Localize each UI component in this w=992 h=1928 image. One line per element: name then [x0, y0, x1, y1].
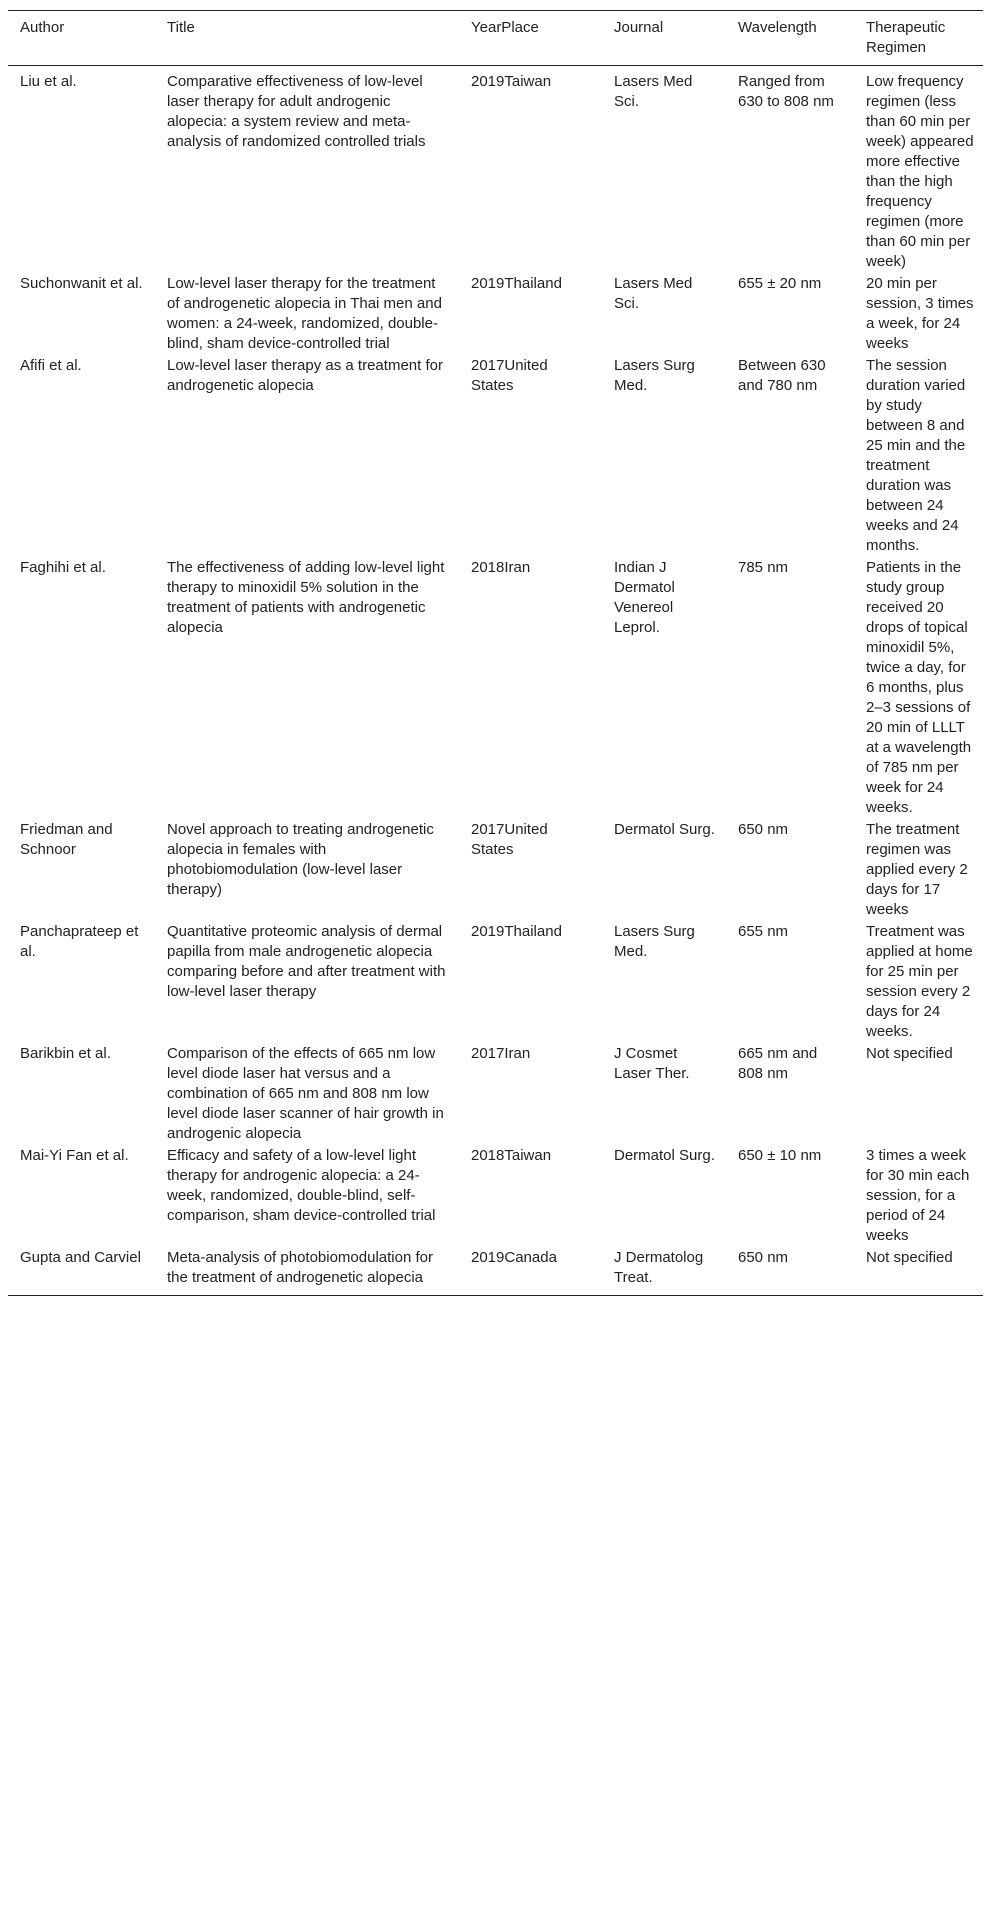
cell-year-place: 2017United States	[471, 821, 548, 858]
cell-year-place: 2019Taiwan	[471, 73, 552, 90]
cell-year-place: 2018Iran	[471, 559, 531, 576]
cell-wavelength: Ranged from 630 to 808 nm	[738, 73, 834, 110]
table-row	[8, 273, 983, 355]
cell-wavelength: 650 ± 10 nm	[738, 1147, 822, 1164]
table-row	[8, 66, 983, 274]
cell-title: Efficacy and safety of a low-level light therapy for androgenic alopecia: a 24-week, randomized, double-blind, self-comparison, sham device-controlled trial	[167, 1147, 436, 1224]
cell-journal: J Dermatolog Treat.	[602, 1247, 726, 1296]
cell-wavelength: 785 nm	[738, 559, 789, 576]
cell-journal: Lasers Surg Med.	[614, 357, 695, 394]
table-header	[8, 11, 983, 66]
header-row	[8, 11, 983, 66]
header-title: Title	[155, 11, 459, 66]
cell-journal: Indian J Dermatol Venereol Leprol.	[614, 559, 675, 636]
table-row	[8, 1145, 983, 1247]
cell-year-place: 2017United States	[471, 357, 548, 394]
cell-journal: Lasers Med Sci.	[614, 275, 693, 312]
cell-regimen: Not specified	[866, 1045, 953, 1062]
cell-regimen: The treatment regimen was applied every 2 days for 17 weeks	[866, 821, 968, 918]
table-row	[8, 819, 983, 921]
cell-author: Suchonwanit et al.	[20, 275, 143, 292]
cell-title: Comparison of the effects of 665 nm low level diode laser hat versus and a combination of 665 nm and 808 nm low level diode laser scanner of hair growth in androgenic alopecia	[167, 1045, 444, 1142]
cell-regimen: 20 min per session, 3 times a week, for 24 weeks	[866, 275, 974, 352]
cell-author: Liu et al.	[20, 73, 77, 90]
cell-author: Friedman and Schnoor	[20, 821, 113, 858]
cell-year-place: 2019Thailand	[471, 275, 562, 292]
cell-wavelength: 650 nm	[726, 1247, 854, 1296]
cell-journal: J Cosmet Laser Ther.	[614, 1045, 690, 1082]
cell-author: Faghihi et al.	[20, 559, 106, 576]
cell-regimen: The session duration varied by study between 8 and 25 min and the treatment duration was between 24 weeks and 24 months.	[866, 357, 966, 554]
cell-regimen: Low frequency regimen (less than 60 min per week) appeared more effective than the high frequency regimen (more than 60 min per week)	[866, 73, 974, 270]
cell-journal: Dermatol Surg.	[614, 1147, 715, 1164]
cell-regimen: Not specified	[854, 1247, 983, 1296]
cell-wavelength: 665 nm and 808 nm	[738, 1045, 818, 1082]
cell-regimen: 3 times a week for 30 min each session, for a period of 24 weeks	[866, 1147, 970, 1244]
cell-regimen: Patients in the study group received 20 drops of topical minoxidil 5%, twice a day, for 6 months, plus 2–3 sessions of 20 min of LLLT at a wavelength of 785 nm per week for 24 weeks.	[866, 559, 972, 816]
cell-wavelength: 650 nm	[738, 821, 789, 838]
table-row	[8, 1043, 983, 1145]
cell-regimen: Treatment was applied at home for 25 min per session every 2 days for 24 weeks.	[866, 923, 973, 1040]
table-row	[8, 1247, 983, 1296]
cell-wavelength: Between 630 and 780 nm	[738, 357, 826, 394]
cell-year-place: 2017Iran	[471, 1045, 531, 1062]
cell-year-place: 2019Canada	[459, 1247, 602, 1296]
header-year-place: YearPlace	[459, 11, 602, 66]
table-row	[8, 921, 983, 1043]
cell-author: Mai-Yi Fan et al.	[20, 1147, 129, 1164]
cell-journal: Lasers Med Sci.	[614, 73, 693, 110]
cell-year-place: 2018Taiwan	[471, 1147, 552, 1164]
studies-table-container	[8, 10, 983, 1296]
header-wavelength: Wavelength	[726, 11, 854, 66]
cell-title: The effectiveness of adding low-level light therapy to minoxidil 5% solution in the treatment of patients with androgenetic alopecia	[167, 559, 445, 636]
header-therapeutic-regimen: Therapeutic Regimen	[854, 11, 983, 66]
table-row	[8, 355, 983, 557]
cell-title: Comparative effectiveness of low-level laser therapy for adult androgenic alopecia: a system review and meta-analysis of randomized controlled trials	[167, 73, 426, 150]
cell-journal: Dermatol Surg.	[614, 821, 715, 838]
cell-title: Low-level laser therapy as a treatment for androgenetic alopecia	[167, 357, 443, 394]
cell-journal: Lasers Surg Med.	[614, 923, 695, 960]
table-body	[8, 66, 983, 1296]
header-author: Author	[8, 11, 155, 66]
cell-title: Quantitative proteomic analysis of dermal papilla from male androgenetic alopecia comparing before and after treatment with low-level laser therapy	[167, 923, 446, 1000]
table-row	[8, 557, 983, 819]
cell-author: Barikbin et al.	[20, 1045, 111, 1062]
cell-title: Low-level laser therapy for the treatment of androgenetic alopecia in Thai men and women: a 24-week, randomized, double-blind, sham device-controlled trial	[167, 275, 442, 352]
cell-author: Panchaprateep et al.	[20, 923, 139, 960]
cell-year-place: 2019Thailand	[471, 923, 562, 940]
cell-title: Meta-analysis of photobiomodulation for the treatment of androgenetic alopecia	[155, 1247, 459, 1296]
studies-table	[8, 10, 983, 1296]
cell-wavelength: 655 ± 20 nm	[738, 275, 822, 292]
cell-author: Gupta and Carviel	[8, 1247, 155, 1296]
header-journal: Journal	[602, 11, 726, 66]
cell-title: Novel approach to treating androgenetic alopecia in females with photobiomodulation (low-level laser therapy)	[167, 821, 434, 898]
cell-wavelength: 655 nm	[738, 923, 789, 940]
cell-author: Afifi et al.	[20, 357, 82, 374]
